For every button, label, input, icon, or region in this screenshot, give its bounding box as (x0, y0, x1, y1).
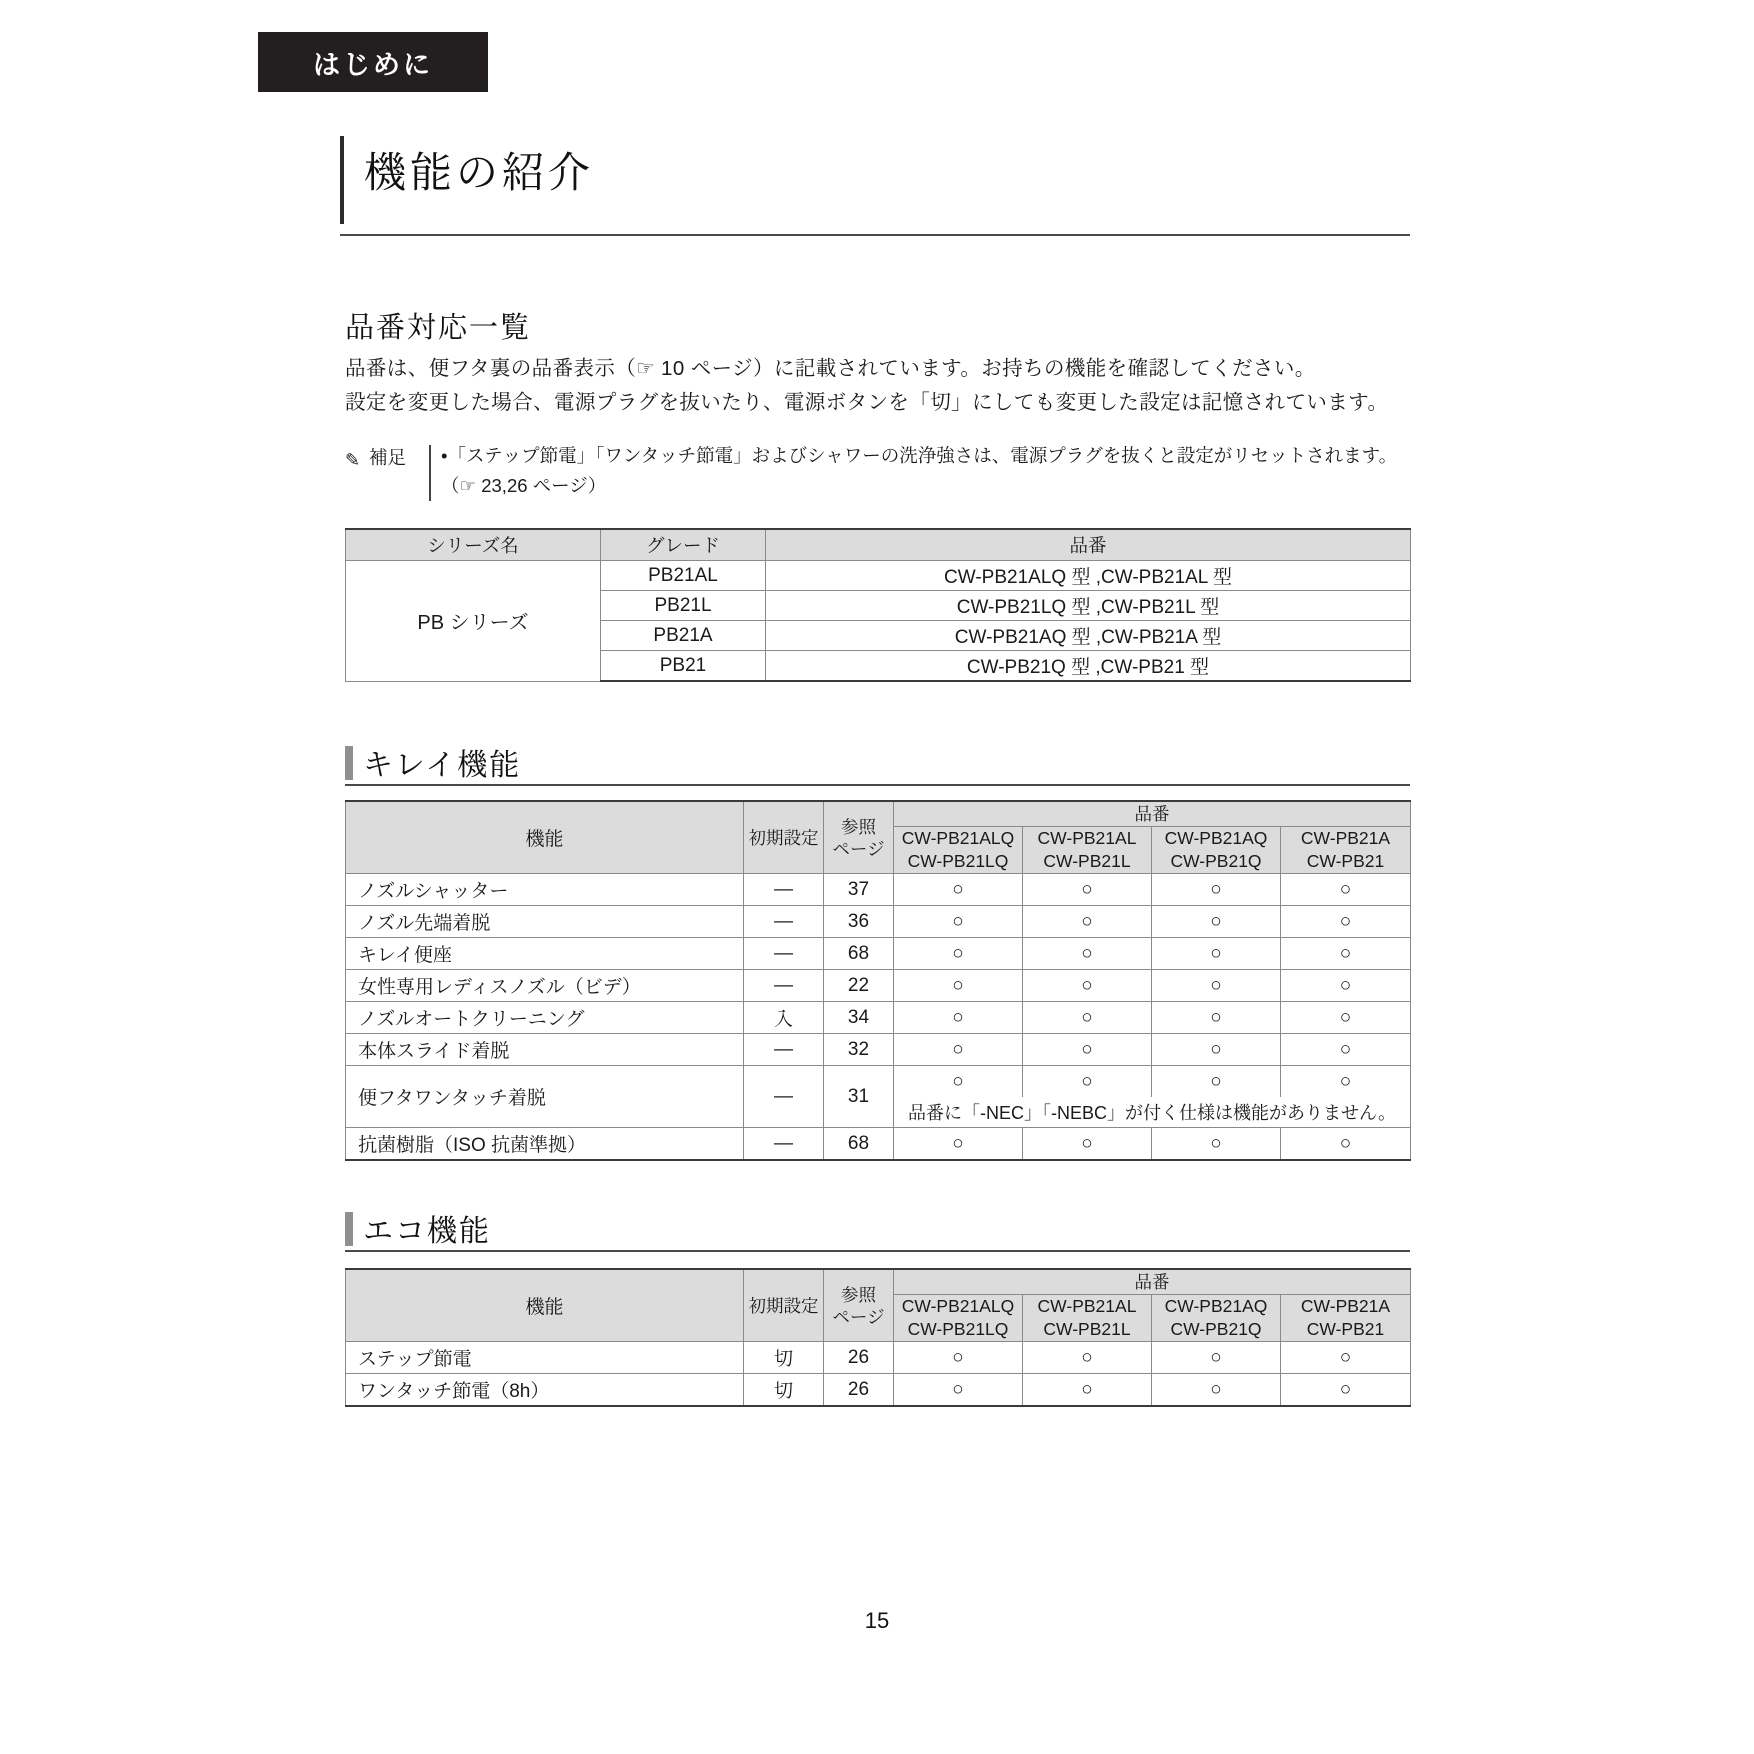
model-col-2-line2: CW-PB21L (1043, 851, 1131, 871)
feature-mark: ○ (894, 906, 1023, 938)
feature-default: — (744, 970, 824, 1002)
note-body (441, 441, 1401, 501)
section-accent-bar (345, 1212, 353, 1246)
feature-mark: ○ (894, 1002, 1023, 1034)
table-row (346, 970, 1411, 1002)
grade-cell: PB21A (601, 621, 766, 651)
feature-mark: ○ (1281, 1066, 1411, 1098)
feature-mark: ○ (894, 970, 1023, 1002)
col-reference-page-line1: 参照 (841, 1284, 876, 1305)
feature-mark: ○ (894, 1128, 1023, 1161)
col-grade: グレード (601, 529, 766, 561)
feature-default: 切 (744, 1374, 824, 1407)
feature-mark: ○ (894, 874, 1023, 906)
table-header-row-group (346, 1269, 1411, 1295)
table-row (346, 874, 1411, 906)
feature-page: 22 (824, 970, 894, 1002)
feature-name: ワンタッチ節電（8h） (346, 1374, 744, 1407)
model-col-3-line1: CW-PB21AQ (1164, 1296, 1268, 1316)
table-row (346, 906, 1411, 938)
table-row (346, 1342, 1411, 1374)
model-col-3-line2: CW-PB21Q (1170, 851, 1262, 871)
feature-footnote: 品番に「-NEC」「-NEBC」が付く仕様は機能がありません。 (894, 1097, 1411, 1128)
table-row (346, 1034, 1411, 1066)
feature-name: ステップ節電 (346, 1342, 744, 1374)
model-col-2 (1023, 827, 1152, 874)
feature-name: ノズルオートクリーニング (346, 1002, 744, 1034)
models-cell: CW-PB21AQ 型 ,CW-PB21A 型 (766, 621, 1411, 651)
model-grade-table (345, 528, 1411, 682)
supplement-label: 補足 (369, 447, 407, 468)
feature-mark: ○ (1152, 1374, 1281, 1407)
feature-default: — (744, 874, 824, 906)
note-line-2: （☞ 23,26 ページ） (441, 475, 607, 496)
feature-page: 32 (824, 1034, 894, 1066)
feature-default: 入 (744, 1002, 824, 1034)
feature-mark: ○ (1152, 1034, 1281, 1066)
col-default-setting: 初期設定 (744, 801, 824, 874)
model-col-4 (1281, 1295, 1411, 1342)
feature-mark: ○ (1281, 874, 1411, 906)
model-col-1 (894, 1295, 1023, 1342)
model-col-4-line2: CW-PB21 (1306, 851, 1385, 871)
title-underline (340, 234, 1410, 236)
feature-mark: ○ (1023, 970, 1152, 1002)
grade-cell: PB21AL (601, 561, 766, 591)
feature-mark: ○ (1023, 1066, 1152, 1098)
note-divider (429, 445, 431, 501)
section-accent-bar (345, 746, 353, 780)
model-col-4-line1: CW-PB21A (1300, 828, 1391, 848)
section-underline (345, 1250, 1410, 1252)
chapter-tab: はじめに (258, 32, 488, 92)
section-underline (345, 784, 1410, 786)
model-col-2-line1: CW-PB21AL (1037, 1296, 1137, 1316)
title-accent-bar (340, 136, 344, 224)
feature-name: ノズル先端着脱 (346, 906, 744, 938)
feature-default: — (744, 906, 824, 938)
table-row (346, 1374, 1411, 1407)
col-series-name: シリーズ名 (346, 529, 601, 561)
table-header-row (346, 529, 1411, 561)
feature-name: 抗菌樹脂（ISO 抗菌準拠） (346, 1128, 744, 1161)
model-col-4 (1281, 827, 1411, 874)
intro-paragraph-1: 品番は、便フタ裏の品番表示（☞ 10 ページ）に記載されています。お持ちの機能を確認してください。 (345, 357, 1316, 380)
feature-mark: ○ (1281, 1034, 1411, 1066)
model-col-3 (1152, 1295, 1281, 1342)
grade-cell: PB21L (601, 591, 766, 621)
feature-mark: ○ (1281, 970, 1411, 1002)
feature-mark: ○ (1281, 1342, 1411, 1374)
feature-default: — (744, 1034, 824, 1066)
feature-page: 34 (824, 1002, 894, 1034)
intro-paragraph-2: 設定を変更した場合、電源プラグを抜いたり、電源ボタンを「切」にしても変更した設定は記憶されています。 (345, 391, 1389, 414)
model-col-1 (894, 827, 1023, 874)
model-col-4-line2: CW-PB21 (1306, 1319, 1385, 1339)
page-number: 15 (864, 1608, 890, 1633)
feature-mark: ○ (1023, 1128, 1152, 1161)
feature-mark: ○ (1152, 970, 1281, 1002)
model-col-1-line2: CW-PB21LQ (907, 1319, 1009, 1339)
note-line-1: •「ステップ節電」「ワンタッチ節電」およびシャワーの洗浄強さは、電源プラグを抜くと設定がリセットされます。 (441, 445, 1398, 466)
feature-mark: ○ (1152, 906, 1281, 938)
feature-mark: ○ (1023, 874, 1152, 906)
model-col-1-line1: CW-PB21ALQ (901, 1296, 1015, 1316)
feature-mark: ○ (1281, 906, 1411, 938)
feature-mark: ○ (1023, 1002, 1152, 1034)
pencil-icon: ✎ (345, 450, 361, 470)
model-col-2-line1: CW-PB21AL (1037, 828, 1137, 848)
feature-mark: ○ (1152, 1128, 1281, 1161)
table-row (346, 1002, 1411, 1034)
feature-name: 本体スライド着脱 (346, 1034, 744, 1066)
section-heading-model-list: 品番対応一覧 (345, 312, 532, 344)
feature-mark: ○ (1023, 1374, 1152, 1407)
model-col-1-line2: CW-PB21LQ (907, 851, 1009, 871)
col-models-group: 品番 (894, 1269, 1411, 1295)
col-reference-page-line2: ページ (832, 1306, 885, 1327)
col-reference-page (824, 1269, 894, 1342)
feature-default: 切 (744, 1342, 824, 1374)
table-row (346, 561, 1411, 591)
feature-page: 37 (824, 874, 894, 906)
model-col-3-line2: CW-PB21Q (1170, 1319, 1262, 1339)
feature-mark: ○ (1152, 1002, 1281, 1034)
col-reference-page (824, 801, 894, 874)
section-label: エコ機能 (363, 1215, 491, 1248)
models-cell: CW-PB21ALQ 型 ,CW-PB21AL 型 (766, 561, 1411, 591)
model-col-4-line1: CW-PB21A (1300, 1296, 1391, 1316)
feature-page: 26 (824, 1374, 894, 1407)
page-title: 機能の紹介 (364, 149, 595, 196)
col-models-group: 品番 (894, 801, 1411, 827)
feature-page: 36 (824, 906, 894, 938)
table-row (346, 1128, 1411, 1161)
col-model-number: 品番 (766, 529, 1411, 561)
grade-cell: PB21 (601, 651, 766, 682)
feature-mark: ○ (894, 1034, 1023, 1066)
feature-name: 便フタワンタッチ着脱 (346, 1066, 744, 1128)
feature-mark: ○ (1152, 1066, 1281, 1098)
model-col-2 (1023, 1295, 1152, 1342)
table-row (346, 938, 1411, 970)
feature-page: 26 (824, 1342, 894, 1374)
feature-page: 68 (824, 938, 894, 970)
feature-mark: ○ (1023, 938, 1152, 970)
feature-default: — (744, 938, 824, 970)
feature-mark: ○ (1152, 1342, 1281, 1374)
clean-features-table (345, 800, 1411, 1161)
feature-name: ノズルシャッター (346, 874, 744, 906)
models-cell: CW-PB21Q 型 ,CW-PB21 型 (766, 651, 1411, 682)
col-function: 機能 (346, 801, 744, 874)
section-label: キレイ機能 (363, 749, 522, 782)
models-cell: CW-PB21LQ 型 ,CW-PB21L 型 (766, 591, 1411, 621)
table-header-row-group (346, 801, 1411, 827)
feature-page: 68 (824, 1128, 894, 1161)
eco-features-table (345, 1268, 1411, 1407)
model-col-2-line2: CW-PB21L (1043, 1319, 1131, 1339)
feature-mark: ○ (894, 938, 1023, 970)
feature-default: — (744, 1066, 824, 1128)
feature-mark: ○ (1281, 1002, 1411, 1034)
feature-mark: ○ (1023, 1342, 1152, 1374)
model-col-1-line1: CW-PB21ALQ (901, 828, 1015, 848)
feature-mark: ○ (1152, 874, 1281, 906)
feature-mark: ○ (894, 1374, 1023, 1407)
feature-name: キレイ便座 (346, 938, 744, 970)
feature-mark: ○ (1023, 1034, 1152, 1066)
feature-mark: ○ (1152, 938, 1281, 970)
model-col-3-line1: CW-PB21AQ (1164, 828, 1268, 848)
feature-mark: ○ (1281, 1128, 1411, 1161)
feature-mark: ○ (1281, 1374, 1411, 1407)
feature-mark: ○ (894, 1066, 1023, 1098)
feature-name: 女性専用レディスノズル（ビデ） (346, 970, 744, 1002)
model-col-3 (1152, 827, 1281, 874)
col-reference-page-line1: 参照 (841, 816, 876, 837)
col-reference-page-line2: ページ (832, 838, 885, 859)
series-name-cell: PB シリーズ (346, 561, 601, 682)
feature-mark: ○ (1023, 906, 1152, 938)
feature-mark: ○ (1281, 938, 1411, 970)
col-default-setting: 初期設定 (744, 1269, 824, 1342)
col-function: 機能 (346, 1269, 744, 1342)
table-row (346, 1066, 1411, 1098)
feature-page: 31 (824, 1066, 894, 1128)
feature-default: — (744, 1128, 824, 1161)
feature-mark: ○ (894, 1342, 1023, 1374)
